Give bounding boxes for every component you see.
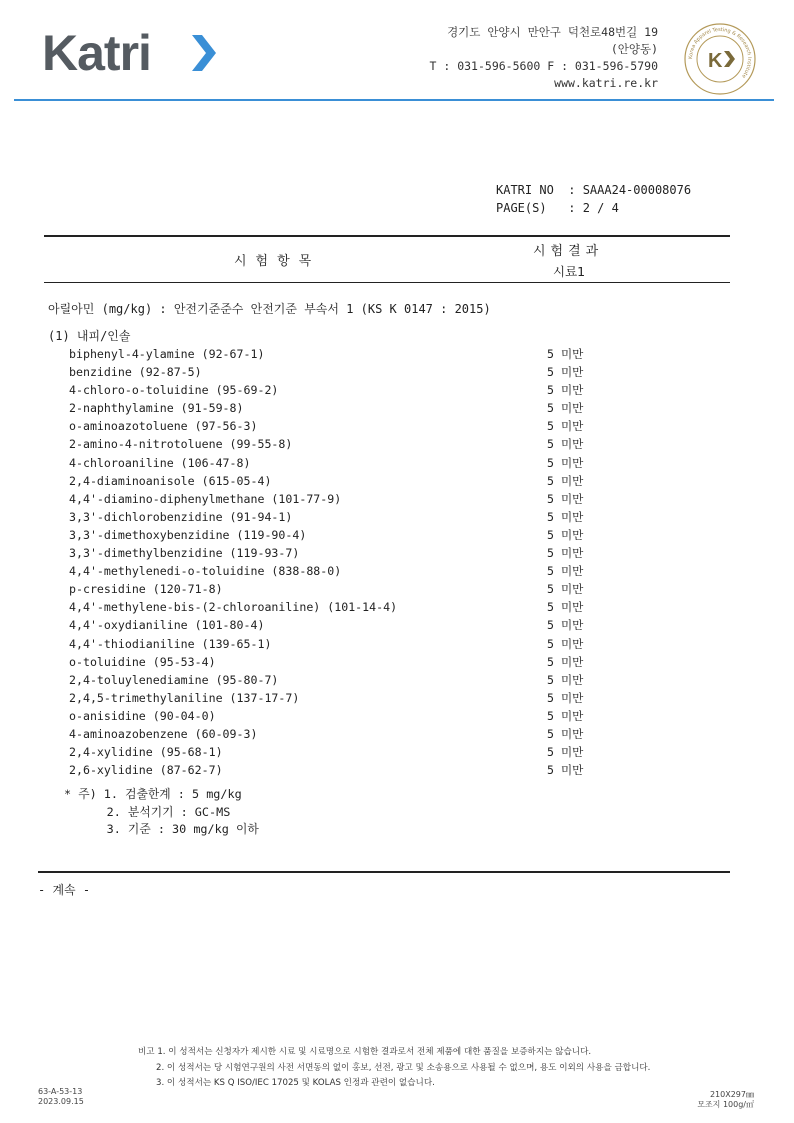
table-row [69, 435, 629, 453]
table-row [69, 653, 629, 671]
table-row [69, 544, 629, 562]
note-1: * 주) 1. 검출한계 : 5 mg/kg [64, 787, 242, 801]
table-row [69, 725, 629, 743]
substance-result: 5 미만 [547, 726, 584, 741]
substance-result: 5 미만 [547, 509, 584, 524]
substance-name: 3,3'-dichlorobenzidine (91-94-1) [69, 509, 293, 524]
paper-spec [697, 1090, 754, 1110]
substance-name: 4-chloroaniline (106-47-8) [69, 455, 251, 470]
table-row [69, 689, 629, 707]
table-row [69, 472, 629, 490]
substance-name: o-anisidine (90-04-0) [69, 708, 216, 723]
section-title: (1) 내피/인솔 [48, 329, 131, 343]
katri-number: KATRI NO : SAAA24-00008076 [496, 183, 692, 197]
paper-weight: 모조지 100g/㎡ [697, 1100, 754, 1109]
substance-result: 5 미만 [547, 636, 584, 651]
substance-name: 4-chloro-o-toluidine (95-69-2) [69, 383, 279, 398]
substance-result: 5 미만 [547, 383, 584, 398]
substance-name: 4,4'-methylenedi-o-toluidine (838-88-0) [69, 564, 342, 579]
notes-block [64, 786, 259, 839]
substance-result: 5 미만 [547, 437, 584, 452]
substance-name: 2,4-xylidine (95-68-1) [69, 745, 223, 760]
table-row [69, 345, 629, 363]
substance-result: 5 미만 [547, 546, 584, 561]
table-row [69, 562, 629, 580]
phone-fax: T : 031-596-5600 F : 031-596-5790 [429, 59, 658, 73]
table-row [69, 417, 629, 435]
form-date: 2023.09.15 [38, 1097, 84, 1106]
column-header-test-result: 시험결과 [533, 244, 604, 259]
substance-result: 5 미만 [547, 527, 584, 542]
substance-result: 5 미만 [547, 491, 584, 506]
table-top-rule [44, 235, 730, 237]
header-divider [14, 99, 774, 101]
substance-name: 2,6-xylidine (87-62-7) [69, 763, 223, 778]
results-list [69, 345, 629, 779]
table-row [69, 616, 629, 634]
table-row [69, 381, 629, 399]
table-row [69, 635, 629, 653]
column-header-test-item: 시험항목 [234, 254, 321, 269]
substance-name: 2,4-diaminoanisole (615-05-4) [69, 473, 272, 488]
table-row [69, 508, 629, 526]
page-count: PAGE(S) : 2 / 4 [496, 201, 619, 215]
chevron-right-icon [190, 33, 218, 73]
substance-result: 5 미만 [547, 347, 584, 361]
substance-name: 4-aminoazobenzene (60-09-3) [69, 726, 258, 741]
table-row [69, 399, 629, 417]
paper-size: 210X297㎜ [709, 1090, 754, 1099]
test-method: 아릴아민 (mg/kg) : 안전기준준수 안전기준 부속서 1 (KS K 0147 : 2015) [48, 302, 491, 316]
table-row [69, 363, 629, 381]
substance-result: 5 미만 [547, 419, 584, 434]
form-number: 63-A-53-13 [38, 1087, 83, 1096]
substance-name: benzidine (92-87-5) [69, 365, 202, 380]
substance-result: 5 미만 [547, 455, 584, 470]
substance-result: 5 미만 [547, 763, 584, 778]
footer-note-2: 2. 이 성적서는 당 시험연구원의 사전 서면동의 없이 홍보, 선전, 광고 및 소송용으로 사용될 수 없으며, 용도 이외의 사용을 금합니다. [156, 1062, 651, 1073]
katri-seal-icon [683, 22, 757, 96]
footer-disclaimer [138, 1045, 650, 1092]
footer-note-1: 비고 1. 이 성적서는 신청자가 제시한 시료 및 시료명으로 시험한 결과로서 전체 제품에 대한 품질을 보증하지는 않습니다. [138, 1047, 592, 1057]
substance-result: 5 미만 [547, 564, 584, 579]
footer-note-3: 3. 이 성적서는 KS Q ISO/IEC 17025 및 KOLAS 인정과 관련이 없습니다. [156, 1078, 435, 1088]
note-3: 3. 기준 : 30 mg/kg 이하 [64, 822, 259, 836]
substance-name: 4,4'-methylene-bis-(2-chloroaniline) (101-14-4) [69, 600, 398, 615]
substance-result: 5 미만 [547, 672, 584, 687]
substance-name: 4,4'-diamino-diphenylmethane (101-77-9) [69, 491, 342, 506]
table-row [69, 743, 629, 761]
substance-result: 5 미만 [547, 618, 584, 633]
table-row [69, 526, 629, 544]
column-header-sample: 시료1 [553, 264, 586, 279]
continued-marker: - 계속 - [38, 883, 91, 897]
substance-name: o-toluidine (95-53-4) [69, 654, 216, 669]
substance-result: 5 미만 [547, 708, 584, 723]
form-code [38, 1087, 84, 1107]
substance-name: 3,3'-dimethoxybenzidine (119-90-4) [69, 527, 307, 542]
substance-name: 2-amino-4-nitrotoluene (99-55-8) [69, 437, 293, 452]
substance-name: 2-naphthylamine (91-59-8) [69, 401, 244, 416]
substance-result: 5 미만 [547, 745, 584, 760]
katri-logo-text: Katri [42, 25, 151, 81]
svg-text:K: K [708, 50, 723, 72]
address-line-2: (안양동) [610, 42, 658, 56]
company-address [430, 24, 658, 92]
table-row [69, 671, 629, 689]
table-header-rule [44, 282, 730, 283]
substance-result: 5 미만 [547, 690, 584, 705]
substance-name: 4,4'-thiodianiline (139-65-1) [69, 636, 272, 651]
substance-result: 5 미만 [547, 365, 584, 380]
note-2: 2. 분석기기 : GC-MS [64, 804, 231, 819]
substance-name: 2,4,5-trimethylaniline (137-17-7) [69, 690, 300, 705]
substance-name: o-aminoazotoluene (97-56-3) [69, 419, 258, 434]
substance-name: p-cresidine (120-71-8) [69, 582, 223, 597]
substance-name: 4,4'-oxydianiline (101-80-4) [69, 618, 265, 633]
website: www.katri.re.kr [554, 76, 658, 90]
table-row [69, 707, 629, 725]
substance-result: 5 미만 [547, 473, 584, 488]
svg-text:Korea Apparel Testing & Resear: Korea Apparel Testing & Research Institute [687, 26, 753, 79]
table-row [69, 761, 629, 779]
substance-result: 5 미만 [547, 600, 584, 615]
substance-name: biphenyl-4-ylamine (92-67-1) [69, 347, 265, 361]
substance-name: 2,4-toluylenediamine (95-80-7) [69, 672, 279, 687]
substance-result: 5 미만 [547, 401, 584, 416]
table-row [69, 598, 629, 616]
substance-result: 5 미만 [547, 582, 584, 597]
table-row [69, 490, 629, 508]
substance-result: 5 미만 [547, 654, 584, 669]
report-id-block [496, 181, 691, 217]
address-line-1: 경기도 안양시 만안구 덕천로48번길 19 [447, 25, 658, 39]
substance-name: 3,3'-dimethylbenzidine (119-93-7) [69, 546, 300, 561]
table-bottom-rule [38, 871, 730, 873]
table-row [69, 454, 629, 472]
table-row [69, 580, 629, 598]
